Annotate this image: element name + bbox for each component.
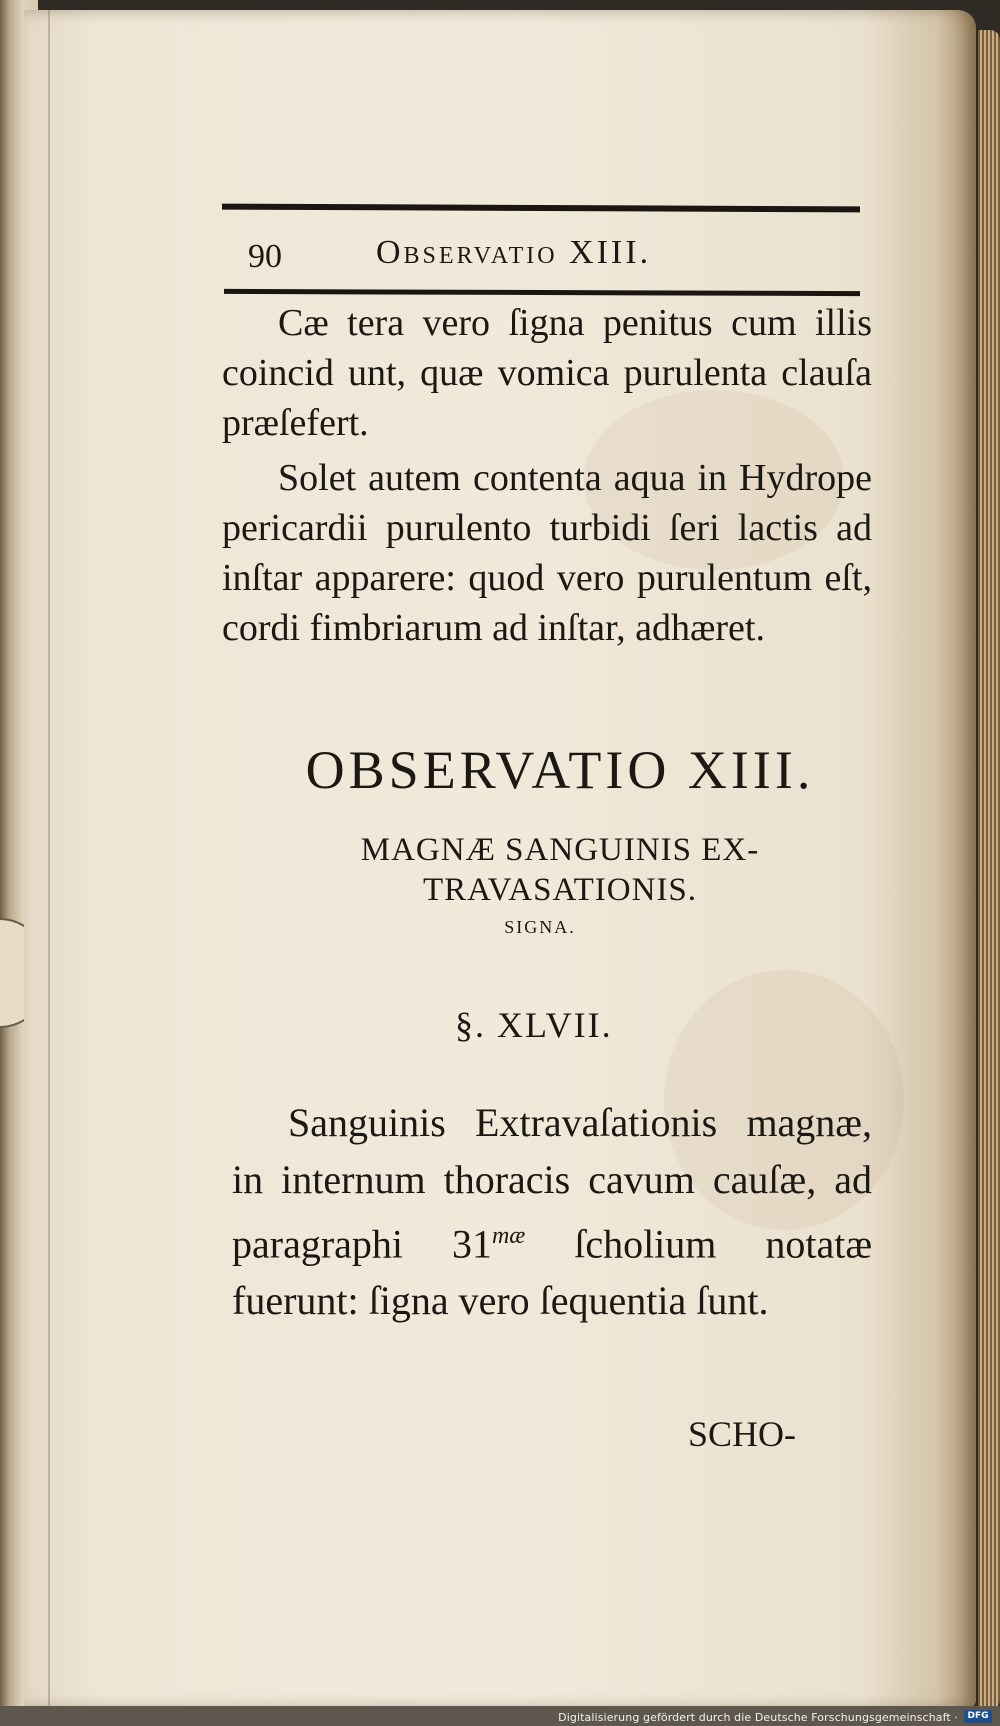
paragraph-3 <box>232 1094 872 1329</box>
gutter-line <box>48 10 50 1708</box>
paragraph-text: Solet autem contenta aqua in Hydrope pericardii purulento turbidi ſeri lactis ad inſtar apparere: quod vero purulentum eſt, cordi fimbriarum ad inſtar, adhæret. <box>222 457 872 649</box>
dfg-logo: DFG <box>964 1710 992 1723</box>
observation-subheading <box>240 830 880 910</box>
observation-heading: OBSERVATIO XIII. <box>305 740 815 800</box>
footer-credit: Digitalisierung gefördert durch die Deutsche Forschungsgemeinschaft · <box>558 1711 958 1724</box>
signa-label: SIGNA. <box>504 917 576 937</box>
page-number: 90 <box>248 238 282 275</box>
subheading-line-2: TRAVASATIONIS. <box>422 872 698 908</box>
paragraph-text-part-1: Sanguinis Extravaſationis magnæ, in internum thoracis cavum cauſæ, ad paragraphi 31 <box>232 1100 872 1267</box>
catchword: SCHO- <box>688 1414 797 1454</box>
subheading-line-1: MAGNÆ SANGUINIS EX- <box>360 832 760 868</box>
paragraph-2 <box>222 453 872 653</box>
ordinal-superscript: mæ <box>491 1223 526 1249</box>
paragraph-1 <box>222 298 872 448</box>
paragraph-text-part-2: ſcholium notatæ fuerunt: ſigna vero ſequentia ſunt. <box>232 1221 872 1324</box>
page-stack-edge <box>978 30 1000 1710</box>
running-title: Observatio XIII. <box>376 234 652 271</box>
section-number: §. XLVII. <box>455 1005 613 1045</box>
paragraph-text <box>232 1094 872 1329</box>
paragraph-text: Cæ tera vero ſigna penitus cum illis coincid unt, quæ vomica purulenta clauſa præſefert. <box>222 302 872 444</box>
footer-bar <box>0 1706 1000 1726</box>
